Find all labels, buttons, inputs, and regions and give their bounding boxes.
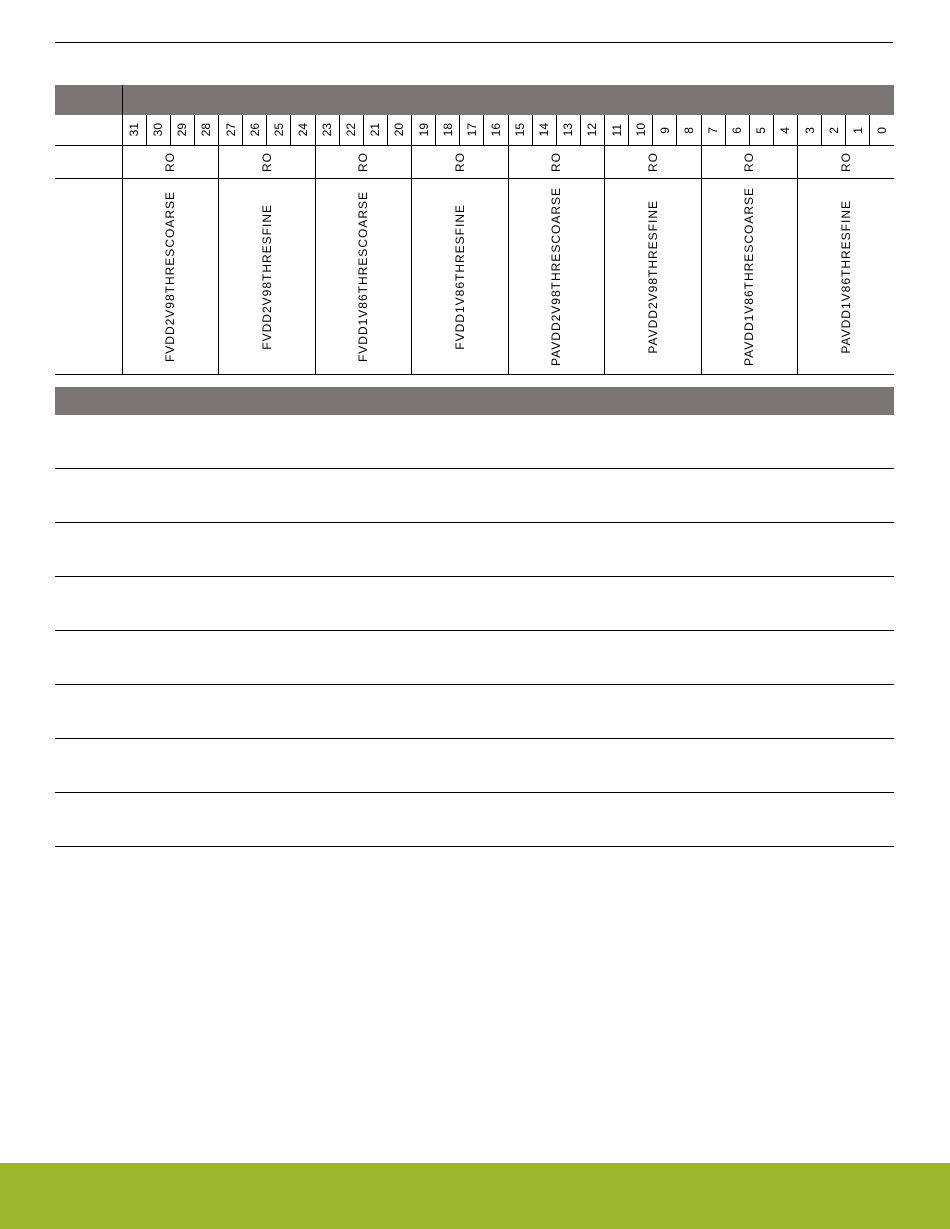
bit-cell: 31: [122, 115, 146, 146]
bit-cell: 19: [412, 115, 436, 146]
bit-cell: 9: [653, 115, 677, 146]
description-header-row: [55, 387, 894, 415]
field-name-cell: FVDD2V98THRESCOARSE: [122, 179, 219, 375]
bit-cell: 2: [822, 115, 846, 146]
access-cell: RO: [315, 146, 412, 179]
bit-cell: 24: [291, 115, 315, 146]
access-cell: RO: [122, 146, 219, 179]
bit-cell: 28: [194, 115, 218, 146]
field-name-cell: PAVDD1V86THRESFINE: [798, 179, 895, 375]
bit-cell: 11: [605, 115, 629, 146]
field-name-row: [55, 179, 894, 375]
footer-bar: [0, 1163, 950, 1229]
bit-cell: 26: [243, 115, 267, 146]
bit-cell: 1: [846, 115, 870, 146]
bit-cell: 12: [580, 115, 604, 146]
access-cell: RO: [701, 146, 798, 179]
field-name-cell: FVDD1V86THRESCOARSE: [315, 179, 412, 375]
bit-cell: 8: [677, 115, 701, 146]
row-label-name: [55, 179, 122, 375]
bit-cell: 5: [749, 115, 773, 146]
bit-cell: 25: [267, 115, 291, 146]
description-row: [55, 631, 894, 685]
field-description-table: [55, 387, 894, 847]
description-row: [55, 577, 894, 631]
bit-cell: 7: [701, 115, 725, 146]
description-row: [55, 739, 894, 793]
bit-cell: 30: [146, 115, 170, 146]
access-cell: RO: [412, 146, 509, 179]
bit-cell: 17: [460, 115, 484, 146]
bit-cell: 18: [436, 115, 460, 146]
description-row: [55, 523, 894, 577]
bit-cell: 16: [484, 115, 508, 146]
field-name-cell: FVDD2V98THRESFINE: [219, 179, 316, 375]
header-cell-fields: [122, 85, 894, 115]
bit-number-row: [55, 115, 894, 146]
access-row: [55, 146, 894, 179]
bit-cell: 27: [219, 115, 243, 146]
bit-cell: 10: [629, 115, 653, 146]
field-name-cell: PAVDD2V98THRESCOARSE: [508, 179, 605, 375]
bit-cell: 22: [339, 115, 363, 146]
bit-cell: 13: [556, 115, 580, 146]
table-header-row: [55, 85, 894, 115]
description-row: [55, 415, 894, 469]
bit-cell: 21: [363, 115, 387, 146]
bit-cell: 3: [798, 115, 822, 146]
access-cell: RO: [219, 146, 316, 179]
bit-cell: 29: [170, 115, 194, 146]
bit-cell: 0: [870, 115, 894, 146]
field-name-cell: PAVDD2V98THRESFINE: [605, 179, 702, 375]
access-cell: RO: [605, 146, 702, 179]
description-row: [55, 469, 894, 523]
row-label-bit: [55, 115, 122, 146]
bit-cell: 20: [387, 115, 411, 146]
bit-cell: 15: [508, 115, 532, 146]
description-row: [55, 685, 894, 739]
register-bitfield-table: [55, 85, 894, 375]
top-rule: [55, 42, 893, 43]
bit-cell: 4: [773, 115, 797, 146]
row-label-access: [55, 146, 122, 179]
bit-cell: 14: [532, 115, 556, 146]
header-cell-label: [55, 85, 122, 115]
field-name-cell: PAVDD1V86THRESCOARSE: [701, 179, 798, 375]
access-cell: RO: [798, 146, 895, 179]
description-row: [55, 793, 894, 847]
field-name-cell: FVDD1V86THRESFINE: [412, 179, 509, 375]
bit-cell: 6: [725, 115, 749, 146]
bit-cell: 23: [315, 115, 339, 146]
access-cell: RO: [508, 146, 605, 179]
